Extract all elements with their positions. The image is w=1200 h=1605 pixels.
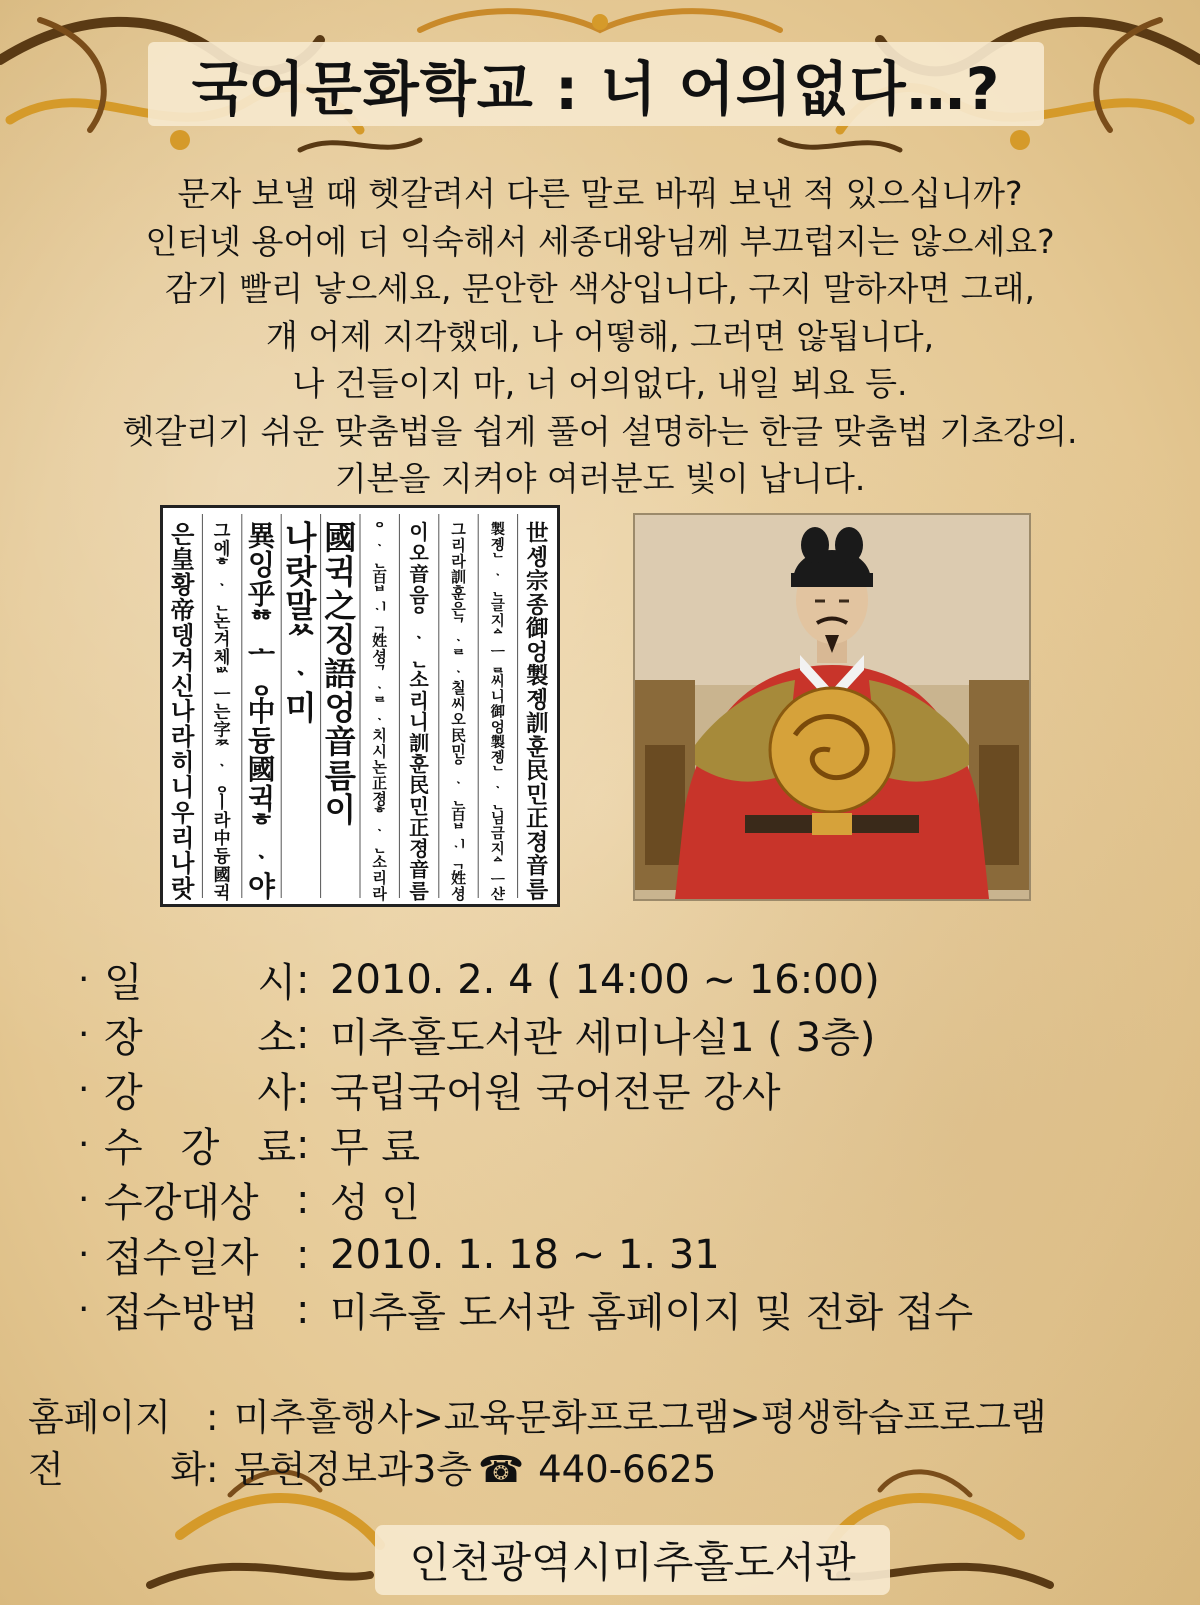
- hunmin-glyph: ᅳ: [213, 684, 231, 705]
- hunmin-glyph: 졍: [526, 829, 549, 856]
- hunmin-glyph: ᆞ: [285, 655, 317, 694]
- hunmin-glyph: ᆞ: [451, 774, 466, 792]
- hunmin-glyph: 니: [490, 689, 505, 706]
- intro-line: 인터넷 용어에 더 익숙해서 세종대왕님께 부끄럽지는 않으세요?: [145, 221, 1055, 261]
- hunmin-glyph: 에: [213, 539, 231, 560]
- hunmin-glyph: ᆫ: [213, 593, 231, 614]
- hunmin-glyph: ᆞ: [490, 780, 505, 797]
- hunmin-glyph: 엉: [526, 639, 549, 666]
- hunmin-glyph: 中: [213, 829, 231, 850]
- hunmin-glyph: 라: [372, 884, 387, 903]
- info-value: 미추홀도서관 세미나실1 ( 3층): [330, 1015, 876, 1061]
- homepage-label: 홈페이지: [28, 1396, 171, 1439]
- phone-number: 440-6625: [538, 1448, 717, 1491]
- hunmin-glyph: 民: [409, 773, 430, 798]
- info-value: 2010. 1. 18 ~ 1. 31: [330, 1231, 720, 1278]
- hunmin-glyph: ᅘ: [248, 607, 275, 641]
- hunmin-glyph: 오: [451, 710, 466, 729]
- hunmin-glyph: ᆫ: [451, 789, 466, 808]
- hunmin-glyph: ᄂ: [490, 765, 505, 782]
- hunmin-glyph: 오: [409, 541, 429, 565]
- colon: :: [296, 1286, 310, 1333]
- intro-text: [0, 170, 1200, 503]
- hunmin-glyph: 졍: [409, 836, 429, 861]
- hunmin-glyph: 皇: [170, 545, 195, 574]
- hunmin-glyph: 正: [526, 806, 549, 832]
- hunmin-glyph: ᄋ: [409, 604, 429, 629]
- info-row: [78, 1117, 973, 1172]
- intro-line: 걔 어제 지각했데, 나 어떻해, 그러면 않됩니다,: [265, 316, 935, 356]
- hunmin-glyph: 름: [324, 757, 356, 796]
- hunmin-glyph: 미: [285, 689, 317, 728]
- hunmin-glyph: 姓: [450, 869, 467, 887]
- hunmin-glyph: 御: [490, 704, 506, 721]
- bullet: ·: [78, 1014, 90, 1055]
- hunmin-glyph: 百: [372, 568, 388, 587]
- hunmin-glyph: 지: [490, 613, 505, 630]
- hunmin-glyph: 지: [490, 841, 505, 858]
- hunmin-glyph: ᅀ: [490, 856, 505, 873]
- bullet: ·: [78, 959, 90, 1000]
- hunmin-glyph: 논: [372, 758, 387, 777]
- colon: :: [296, 956, 310, 1003]
- phone-row: [28, 1444, 1047, 1496]
- hunmin-glyph: 뎅: [171, 621, 195, 650]
- hunmin-glyph: ᄡ: [213, 666, 231, 687]
- hunmin-glyph: 랏: [171, 874, 195, 903]
- hunmin-glyph: 은: [171, 520, 195, 549]
- homepage-row: [28, 1392, 1047, 1444]
- hunmin-glyph: 금: [490, 826, 505, 843]
- hunmin-glyph: 신: [171, 672, 195, 701]
- footer-band: [375, 1525, 890, 1595]
- hunmin-glyph: 징: [324, 621, 356, 660]
- hunmin-glyph: 황: [171, 570, 195, 599]
- hunmin-glyph: 엉: [490, 719, 505, 736]
- hunmin-glyph: 異: [247, 519, 276, 553]
- hunmin-glyph: ᅩ: [248, 636, 275, 670]
- hunmin-glyph: 訓: [450, 568, 467, 587]
- hunmin-glyph: ᄒ: [248, 811, 275, 845]
- hunmin-glyph: 이: [324, 791, 356, 830]
- hunmin-glyph: 乎: [247, 577, 276, 611]
- hunmin-glyph: ᆫ: [490, 795, 505, 812]
- hunmin-glyph: 졩: [490, 537, 505, 554]
- hunmin-glyph: 나: [171, 697, 195, 726]
- hunmin-glyph: 듕: [213, 847, 231, 868]
- hunmin-glyph: 는: [213, 702, 231, 723]
- hunmin-glyph: 之: [324, 587, 357, 626]
- hunmin-glyph: ᆞ: [409, 625, 429, 650]
- hunmin-glyph: ᄇ: [451, 821, 466, 840]
- hunmin-glyph: 國: [324, 519, 357, 558]
- hunmin-glyph: ᆫ: [490, 582, 505, 599]
- hunmin-glyph: 야: [248, 870, 275, 904]
- hunmin-glyph: 민: [409, 794, 429, 819]
- hunmin-glyph: 졩: [490, 750, 505, 767]
- contact-info: [28, 1392, 1047, 1496]
- hunmin-glyph: ᆫ: [372, 837, 387, 856]
- hunmin-glyph: ᄂ: [490, 552, 505, 569]
- hunmin-glyph: 리: [451, 536, 466, 555]
- hunmin-glyph: 솅: [526, 544, 549, 571]
- hunmin-glyph: 졍: [372, 789, 387, 808]
- hunmin-glyph: ᆞ: [372, 536, 387, 555]
- hunmin-glyph: 종: [526, 592, 549, 619]
- hunmin-glyph: ᆞ: [372, 679, 387, 697]
- hunmin-glyph: ᆞ: [372, 710, 387, 729]
- hunmin-glyph: ᆡ: [372, 599, 387, 618]
- hunmin-glyph: 말: [285, 587, 317, 626]
- hunmin-glyph: 니: [171, 773, 195, 802]
- hunmin-glyph: 은: [451, 599, 466, 618]
- hunmin-glyph: 름: [409, 878, 429, 903]
- hunmin-glyph: 正: [409, 815, 430, 840]
- hunmin-glyph: 語: [324, 655, 357, 694]
- info-row: [78, 1227, 973, 1282]
- hunmin-glyph: ᄇ: [372, 584, 387, 602]
- bullet: ·: [78, 1069, 90, 1110]
- hunmin-glyph: 訓: [526, 711, 549, 737]
- hunmin-glyph: 訓: [409, 731, 430, 755]
- hunmin-glyph: 우: [171, 798, 195, 827]
- hunmin-glyph: ᆞ: [213, 575, 231, 596]
- portrait-illustration: [635, 515, 1029, 899]
- hunmin-glyph: ᆼ: [248, 665, 275, 699]
- hunmin-glyph: ᆼ: [213, 774, 231, 795]
- homepage-path: 미추홀행사>교육문화프로그램>평생학습프로그램: [234, 1396, 1047, 1439]
- info-row: [78, 1007, 973, 1062]
- hunmin-glyph: 귁: [213, 883, 231, 904]
- intro-line: 나 건들이지 마, 너 어의없다, 내일 뵈요 등.: [292, 364, 908, 403]
- info-label: 수 강 료: [104, 1125, 296, 1171]
- hunmin-glyph: ᄒ: [213, 557, 231, 578]
- hunmin-glyph: 귁: [324, 553, 356, 592]
- hunmin-glyph: 正: [372, 774, 388, 792]
- hunmin-glyph: ᆯ: [490, 658, 505, 675]
- info-label: 일 시: [104, 960, 296, 1006]
- info-label: 수강대상: [104, 1180, 259, 1226]
- hunmin-glyph: ᅳ: [490, 871, 505, 888]
- hunmin-glyph: 치: [372, 726, 387, 745]
- library-name: 인천광역시미추홀도서관: [409, 1538, 856, 1587]
- hunmin-glyph: 훈: [451, 584, 466, 602]
- intro-line: 헷갈리기 쉬운 맞춤법을 쉽게 풀어 설명하는 한글 맞춤법 기초강의.: [122, 411, 1078, 451]
- hunmin-glyph: 國: [213, 865, 231, 886]
- hunmin-glyph: 잉: [248, 548, 275, 582]
- event-info-list: [78, 952, 973, 1337]
- info-label: 접수방법: [104, 1290, 259, 1336]
- hunmin-glyph: 랏: [285, 553, 317, 592]
- info-value: 성 인: [330, 1180, 420, 1226]
- hunmin-glyph: ᆞ: [490, 567, 505, 584]
- info-label: 장 소: [104, 1015, 296, 1061]
- colon: :: [296, 1231, 310, 1278]
- hunmin-glyph: 그: [451, 520, 466, 539]
- hunmin-glyph: 귁: [248, 782, 275, 816]
- hunmin-glyph: ᄀ: [451, 615, 466, 634]
- hunmin-glyph: ᆞ: [451, 663, 466, 682]
- bullet: ·: [78, 1234, 90, 1275]
- hunmin-glyph: 씨: [490, 674, 505, 691]
- hunmin-glyph: ᆨ: [451, 853, 466, 872]
- hunmin-glyph: 民: [526, 758, 549, 785]
- hunmin-glyph: ᆞ: [451, 631, 466, 650]
- hunmin-glyph: 宗: [526, 568, 549, 595]
- info-row: [78, 1062, 973, 1117]
- intro-line: 감기 빨리 낳으세요, 문안한 색상입니다, 구지 말하자면 그래,: [165, 269, 1035, 308]
- hunmin-glyph: 라: [213, 811, 231, 831]
- hunmin-glyph: 음: [409, 583, 429, 608]
- hunmin-glyph: 소: [372, 853, 387, 872]
- bullet: ·: [78, 1289, 90, 1330]
- hunmin-glyph: 셩: [372, 647, 387, 666]
- colon: :: [296, 1176, 310, 1223]
- hunmin-glyph: 체: [213, 648, 231, 669]
- hunmin-glyph: 그: [213, 521, 231, 542]
- hunmin-glyph: 겨: [213, 630, 231, 651]
- info-value: 2010. 2. 4 ( 14:00 ~ 16:00): [330, 956, 880, 1003]
- intro-line: 기본을 지켜야 여러분도 빛이 납니다.: [334, 459, 866, 498]
- hunmin-glyph: 音: [324, 723, 357, 762]
- hunmin-glyph: 름: [526, 877, 549, 904]
- hunmin-glyph: ᄅ: [451, 647, 466, 666]
- hunmin-glyph: 라: [451, 552, 466, 571]
- hunmin-glyph: 리: [409, 688, 429, 713]
- colon: :: [206, 1396, 219, 1439]
- hunmin-glyph: ᄍ: [213, 738, 231, 759]
- hunmin-glyph: 샨: [490, 886, 505, 903]
- hunmin-glyph: 製: [526, 663, 549, 690]
- info-value: 무 료: [330, 1125, 420, 1171]
- hunmin-glyph: 소: [409, 667, 429, 692]
- hunmin-glyph: 이: [409, 519, 429, 544]
- hunmin-glyph: ᄒ: [372, 805, 387, 824]
- king-sejong-portrait: [633, 513, 1031, 901]
- hunmin-glyph: 엉: [324, 689, 356, 728]
- hunmin-glyph: ᆞ: [372, 821, 387, 840]
- hunmin-glyph: 音: [409, 562, 430, 587]
- hunmin-glyph: 御: [526, 616, 549, 642]
- hunmin-glyph: 님: [490, 810, 505, 827]
- hunmin-glyph: 中: [247, 694, 276, 728]
- hunmin-glyph: ᄅ: [372, 694, 387, 713]
- info-row: [78, 1172, 973, 1227]
- colon: :: [296, 1121, 310, 1168]
- hunmin-glyph: 논: [213, 611, 231, 632]
- hunmin-glyph: 훈: [409, 752, 429, 777]
- hunmin-glyph: 百: [450, 805, 467, 824]
- hunmin-glyph: 帝: [170, 596, 195, 625]
- hunmin-glyph: 글: [490, 598, 505, 615]
- hunmin-glyph: 훈: [526, 734, 549, 761]
- colon: :: [296, 1066, 310, 1113]
- hunminjeongeum-image: [160, 505, 560, 907]
- hunmin-glyph: 시: [372, 742, 387, 761]
- hunmin-glyph: 나: [285, 519, 317, 558]
- hunmin-glyph: ᅀ: [490, 628, 505, 645]
- hunmin-glyph: ᄊ: [285, 621, 317, 660]
- info-value: 미추홀 도서관 홈페이지 및 전화 접수: [330, 1290, 974, 1336]
- phone-icon: ☎: [478, 1448, 525, 1491]
- hunmin-glyph: 姓: [372, 631, 388, 650]
- info-row: [78, 952, 973, 1007]
- phone-label: 전 화: [28, 1448, 206, 1491]
- hunmin-glyph: ᄋ: [451, 758, 466, 777]
- bullet: ·: [78, 1179, 90, 1220]
- hunmin-glyph: 졩: [526, 687, 549, 714]
- hunmin-glyph: ᆨ: [372, 615, 387, 634]
- info-row: [78, 1282, 973, 1337]
- colon: :: [206, 1448, 219, 1491]
- hunmin-glyph: 칠: [451, 679, 466, 697]
- hunmin-glyph: 世: [526, 521, 549, 547]
- title-band: [148, 42, 1044, 126]
- hunmin-glyph: 니: [409, 709, 429, 734]
- hunmin-glyph: ᆞ: [248, 840, 275, 874]
- info-label: 강 사: [104, 1070, 296, 1116]
- hunminjeongeum-columns: [163, 508, 557, 904]
- bullet: ·: [78, 1124, 90, 1165]
- hunmin-glyph: ㅣ: [213, 792, 231, 813]
- info-value: 국립국어원 국어전문 강사: [330, 1070, 781, 1116]
- hunmin-glyph: 製: [490, 522, 506, 539]
- hunmin-glyph: 字: [213, 720, 231, 741]
- hunmin-glyph: 國: [247, 753, 276, 787]
- hunmin-glyph: ᆡ: [451, 837, 466, 856]
- hunmin-glyph: ᆫ: [372, 552, 387, 571]
- page-title: 국어문화학교 : 너 어의없다…?: [191, 55, 1001, 123]
- hunmin-glyph: 音: [526, 853, 549, 880]
- hunmin-glyph: 셩: [451, 884, 466, 903]
- hunmin-glyph: 민: [526, 782, 549, 809]
- hunmin-glyph: 리: [372, 869, 387, 887]
- hunmin-glyph: ᆞ: [213, 756, 231, 777]
- hunmin-glyph: ᅳ: [490, 643, 505, 660]
- hunmin-glyph: 라: [171, 722, 195, 751]
- hunmin-glyph: 민: [451, 742, 466, 761]
- hunmin-glyph: 音: [409, 857, 430, 882]
- hunmin-glyph: 民: [450, 726, 467, 745]
- info-label: 접수일자: [104, 1235, 259, 1281]
- hunmin-glyph: ᄋ: [372, 520, 387, 539]
- hunmin-glyph: 나: [171, 849, 195, 878]
- intro-line: 문자 보낼 때 헷갈려서 다른 말로 바꿔 보낸 적 있으십니까?: [177, 174, 1023, 213]
- hunmin-glyph: ᄀ: [372, 663, 387, 682]
- hunmin-glyph: 히: [171, 748, 195, 777]
- hunmin-glyph: 겨: [171, 646, 195, 675]
- hunmin-glyph: 듕: [248, 724, 275, 757]
- hunmin-glyph: 씨: [451, 694, 466, 713]
- hunmin-glyph: 리: [171, 824, 195, 853]
- colon: :: [296, 1011, 310, 1058]
- phone-department: 문헌정보과3층: [234, 1448, 472, 1491]
- hunmin-glyph: ᆫ: [409, 646, 429, 671]
- hunmin-glyph: 製: [490, 734, 506, 751]
